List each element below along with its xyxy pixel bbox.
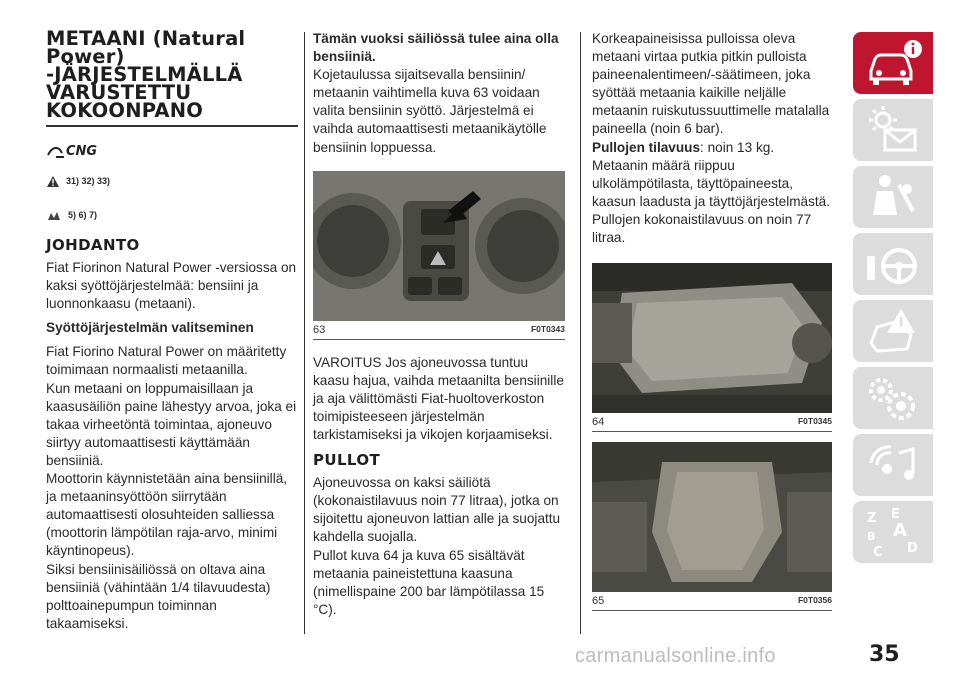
bold-lead: Tämän vuoksi säiliössä tulee aina olla bensiiniä. bbox=[313, 31, 559, 65]
column-middle bbox=[313, 30, 565, 619]
weight-label: Pullojen tilavuus bbox=[592, 139, 701, 155]
subheading-fuel-selection: Syöttöjärjestelmän valitseminen bbox=[46, 320, 254, 336]
warning-triangle-icon bbox=[46, 175, 60, 188]
column-right bbox=[592, 30, 832, 611]
svg-text:D: D bbox=[907, 541, 918, 556]
caution-hand-icon bbox=[46, 209, 62, 222]
tab-maintenance[interactable] bbox=[853, 367, 933, 429]
column-left bbox=[46, 27, 298, 633]
title-rule bbox=[46, 125, 298, 127]
figure-number: 65 bbox=[592, 595, 605, 608]
figure-64-caption bbox=[592, 416, 832, 432]
svg-text:E: E bbox=[891, 507, 900, 522]
paragraph: Kojetaulussa sijaitsevalla bensiinin/ metaanin vaihtimella kuva 63 voidaan valita bensiinin syöttö. Järjestelmä ei vaihda automaattisesti metaanikäytölle bensiinin loppuessa. bbox=[313, 67, 547, 155]
tab-safety[interactable] bbox=[853, 166, 933, 228]
section-heading-introduction: JOHDANTO bbox=[46, 236, 140, 254]
figure-number: 63 bbox=[313, 323, 326, 336]
title-line: KOKOONPANO bbox=[46, 99, 204, 122]
title-line: -JÄRJESTELMÄLLÄ bbox=[46, 63, 243, 86]
column-divider bbox=[304, 32, 305, 634]
figure-65-caption bbox=[592, 595, 832, 611]
paragraph: Fiat Fiorino Natural Power on määritetty toimimaan normaalisti metaanilla. bbox=[46, 344, 287, 378]
tab-car-info[interactable] bbox=[853, 32, 933, 94]
svg-text:A: A bbox=[893, 520, 907, 541]
chapter-tabs bbox=[853, 32, 933, 568]
tab-emergency[interactable] bbox=[853, 300, 933, 362]
steering-wheel-icon bbox=[863, 238, 923, 290]
title-line: VARUSTETTU bbox=[46, 81, 192, 104]
figure-number: 64 bbox=[592, 416, 605, 429]
paragraph: Pullojen kokonaistilavuus on noin 77 litraa. bbox=[592, 211, 812, 246]
paragraph: Siksi bensiinisäiliössä on oltava aina bensiiniä (vähintään 1/4 tilavuudesta) polttoainepumpun toiminnan takaamiseksi. bbox=[46, 561, 271, 631]
figure-code: F0T0356 bbox=[797, 595, 832, 606]
intro-paragraph: Fiat Fiorinon Natural Power -versiossa on kaksi syöttöjärjestelmää: bensiini ja luonnonkaasu (metaani). bbox=[46, 260, 297, 312]
emergency-icon bbox=[863, 305, 923, 357]
warning-refs-text: 31) 32) 33) bbox=[66, 176, 111, 186]
paragraph: Ajoneuvossa on kaksi säiliötä (kokonaistilavuus noin 77 litraa), jotka on sijoitettu ajoneuvon lattian alle ja suojattu kahdella suojalla. bbox=[313, 475, 561, 545]
column-divider bbox=[580, 32, 581, 634]
paragraph: Korkeapaineisissa pulloissa oleva metaani virtaa putkia pitkin pulloista paineenalentimeen/-säätimeen, joka syöttää metaania kaikille neljälle metaanin ruiskutussuuttimelle matalalla paineella (noin 6 bar). bbox=[592, 31, 830, 137]
title-line: Power) bbox=[46, 45, 125, 68]
cylinder-weight bbox=[592, 139, 832, 157]
paragraph: Pullot kuva 64 ja kuva 65 sisältävät metaania paineistettuna kaasuna (nimellispaine 200 bar lämpötilassa 15 °C). bbox=[313, 547, 545, 617]
chapter-title bbox=[46, 27, 298, 122]
paragraph: Kun metaani on loppumaisillaan ja kaasusäiliön paine lähestyy arvoa, joka ei takaa virheetöntä toimintaa, ajoneuvo siirtyy automaattisesti käyttämään bensiiniä. bbox=[46, 380, 297, 468]
paragraph: Moottorin käynnistetään aina bensiinillä, ja metaaninsyöttöön siirrytään automaattisesti olosuhteiden salliessa (moottorin lämpötilan raja-arvo, minimi käyntinopeus). bbox=[46, 471, 288, 559]
figure-63-caption bbox=[313, 324, 565, 340]
figure-65-cylinder-image bbox=[592, 442, 832, 592]
figure-code: F0T0343 bbox=[530, 323, 565, 334]
section-heading-cylinders: PULLOT bbox=[313, 451, 381, 470]
figure-64-cylinder-image bbox=[592, 263, 832, 413]
caution-refs bbox=[46, 206, 298, 224]
figure-63-switch-image bbox=[313, 171, 565, 321]
watermark: carmanualsonline.info bbox=[575, 645, 776, 667]
tab-warning-lights[interactable] bbox=[853, 99, 933, 161]
warning-paragraph: VAROITUS Jos ajoneuvossa tuntuu kaasu hajua, vaihda metaanilta bensiinille ja aja välittömästi Fiat-huoltoverkoston toimipisteeseen järjestelmän tarkistamiseksi ja vikojen korjaamiseksi. bbox=[313, 354, 564, 443]
warning-lights-icon bbox=[863, 104, 923, 156]
natural-power-logo-icon bbox=[46, 139, 298, 166]
svg-text:B: B bbox=[867, 530, 876, 543]
svg-text:CNG: CNG bbox=[66, 144, 98, 159]
svg-text:Z: Z bbox=[867, 511, 877, 526]
tab-index[interactable] bbox=[853, 501, 933, 563]
svg-text:C: C bbox=[873, 545, 883, 558]
multimedia-icon bbox=[863, 439, 923, 491]
caution-refs-text: 5) 6) 7) bbox=[68, 210, 98, 220]
maintenance-icon bbox=[863, 372, 923, 424]
tab-starting-driving[interactable] bbox=[853, 233, 933, 295]
index-icon bbox=[863, 506, 923, 558]
figure-code: F0T0345 bbox=[797, 416, 832, 427]
weight-value: : noin 13 kg. bbox=[700, 139, 775, 155]
tab-multimedia[interactable] bbox=[853, 434, 933, 496]
page-number: 35 bbox=[869, 642, 900, 667]
paragraph: Metaanin määrä riippuu ulkolämpötilasta, täyttöpaineesta, kaasun laadusta ja täyttöjärjestelmästä. bbox=[592, 157, 831, 209]
car-info-icon bbox=[863, 37, 923, 89]
warning-refs bbox=[46, 172, 298, 190]
title-line: METAANI (Natural bbox=[46, 27, 246, 50]
safety-icon bbox=[863, 171, 923, 223]
